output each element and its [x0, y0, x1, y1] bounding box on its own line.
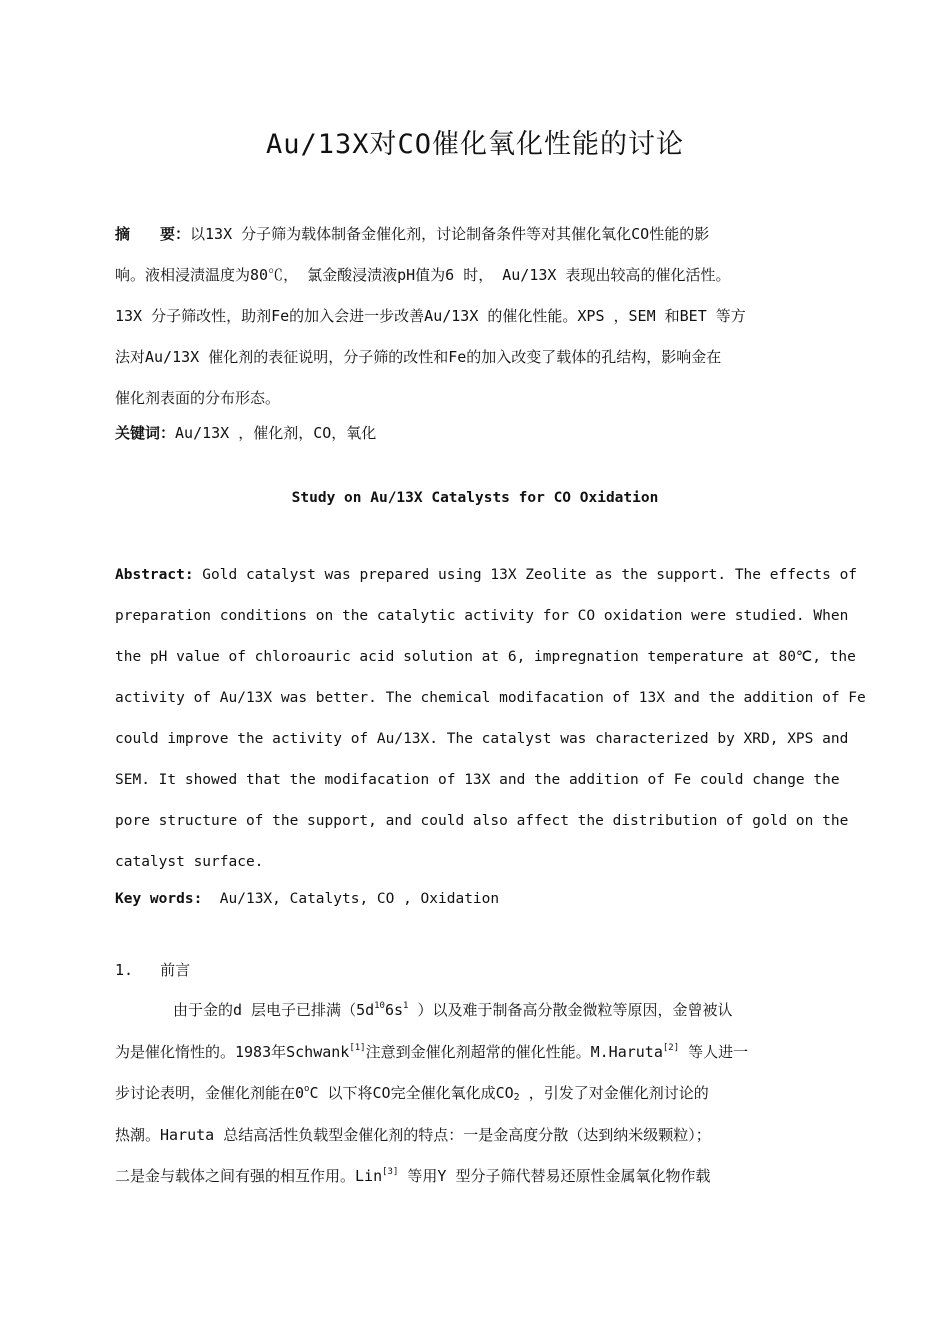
- abstract-en-line: could improve the activity of Au/13X. The catalyst was characterized by XRD, XPS and: [115, 731, 849, 747]
- english-title: Study on Au/13X Catalysts for CO Oxidation: [291, 490, 659, 506]
- keywords-cn-text: Au/13X ，催化剂，CO，氧化: [175, 424, 377, 442]
- abstract-en-line: catalyst surface.: [115, 854, 264, 870]
- abstract-cn-line: 响。液相浸渍温度为80℃， 氯金酸浸渍液pH值为6 时， Au/13X 表现出较高的催化活性。: [115, 266, 731, 284]
- body-line: 二是金与载体之间有强的相互作用。Lin[3] 等用Y 型分子筛代替易还原性金属氧化物作载: [115, 1167, 711, 1185]
- abstract-en: [115, 555, 866, 883]
- abstract-en-line: SEM. It showed that the modifacation of 13X and the addition of Fe could change the: [115, 772, 840, 788]
- keywords-cn: [115, 418, 845, 448]
- body-text: [115, 990, 837, 1198]
- section-title: 前言: [160, 961, 191, 979]
- abstract-en-line: preparation conditions on the catalytic activity for CO oxidation were studied. When: [115, 608, 849, 624]
- keywords-en-label: Key words:: [115, 891, 203, 907]
- abstract-cn-line: 摘 要：以13X 分子筛为载体制备金催化剂，讨论制备条件等对其催化氧化CO性能的影: [115, 225, 710, 243]
- citation-ref: [1]: [349, 1042, 366, 1053]
- abstract-en-label: Abstract:: [115, 567, 194, 583]
- abstract-cn-line: 法对Au/13X 催化剂的表征说明，分子筛的改性和Fe的加入改变了载体的孔结构，影响金在: [115, 348, 722, 366]
- abstract-en-line: Abstract: Gold catalyst was prepared using 13X Zeolite as the support. The effects of: [115, 567, 858, 583]
- keywords-cn-label: 关键词：: [115, 424, 176, 442]
- keywords-en-text: Au/13X, Catalyts, CO , Oxidation: [202, 891, 500, 907]
- body-line: 由于金的d 层电子已排满（$5d^{10}6s^1$ ）以及难于制备高分散金微粒等原因，金曾被认: [173, 1001, 733, 1019]
- abstract-cn: [115, 214, 845, 419]
- body-line: 为是催化惰性的。1983年Schwank[1]注意到金催化剂超常的催化性能。M.Haruta[2] 等人进一: [115, 1042, 749, 1061]
- abstract-cn-label: 摘 要：: [115, 225, 191, 243]
- body-line: 步讨论表明，金催化剂能在0$^o$C 以下将CO完全催化氧化成$CO_2$ ，引发了对金催化剂讨论的: [115, 1084, 709, 1103]
- abstract-cn-line: 13X 分子筛改性，助剂Fe的加入会进一步改善Au/13X 的催化性能。XPS ，SEM 和BET 等方: [115, 307, 746, 325]
- citation-ref: [2]: [662, 1042, 680, 1053]
- section-number: 1.: [115, 961, 134, 979]
- abstract-en-line: activity of Au/13X was better. The chemical modifacation of 13X and the addition of Fe: [115, 690, 866, 706]
- keywords-en: [115, 884, 499, 914]
- abstract-cn-line: 催化剂表面的分布形态。: [115, 389, 281, 407]
- section-heading: [115, 955, 190, 985]
- paper-title: Au/13X对CO催化氧化性能的讨论: [265, 129, 685, 160]
- abstract-en-line: pore structure of the support, and could also affect the distribution of gold on the: [115, 813, 849, 829]
- abstract-en-line: the pH value of chloroauric acid solution at 6, impregnation temperature at 80℃, the: [115, 649, 856, 665]
- citation-ref: [3]: [382, 1167, 399, 1177]
- body-line: 热潮。Haruta 总结高活性负载型金催化剂的特点：一是金高度分散（达到纳米级颗粒）；: [115, 1125, 711, 1144]
